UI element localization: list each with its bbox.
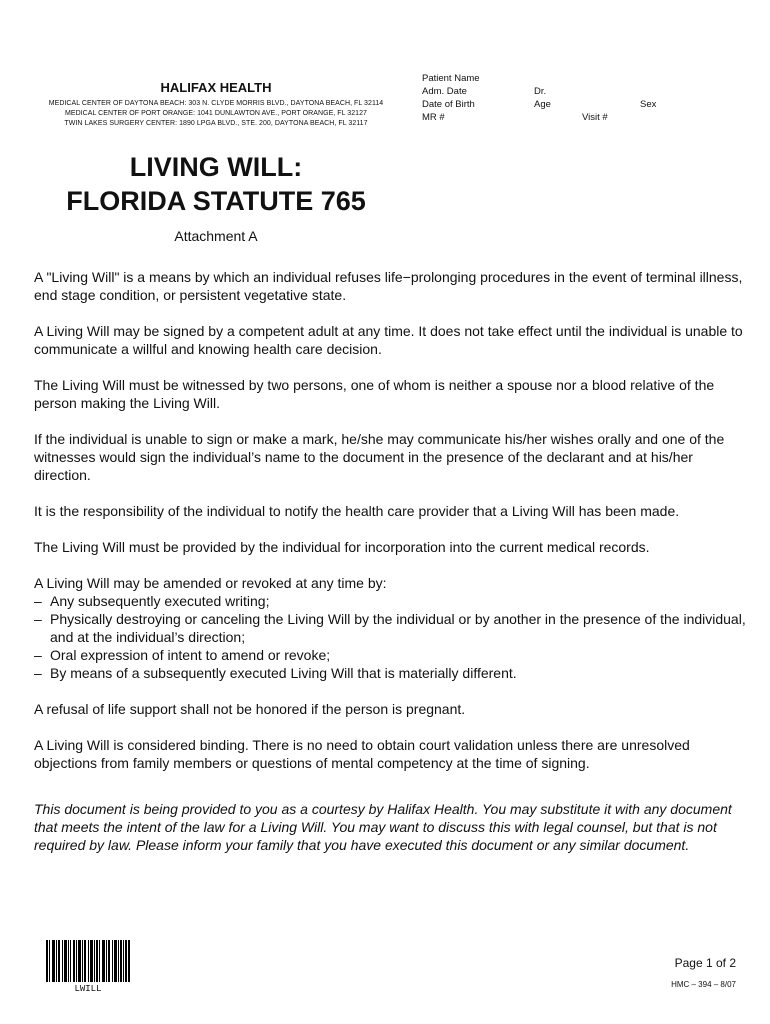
mr-label: MR #	[422, 112, 445, 123]
list-item: – Oral expression of intent to amend or revoke;	[34, 646, 746, 664]
paragraph-binding: A Living Will is considered binding. There is no need to obtain court validation unless there are unresolved objections from family members or questions of mental competency at the time of signing.	[34, 737, 690, 771]
org-name: HALIFAX HEALTH	[160, 80, 272, 95]
location-port-orange: MEDICAL CENTER OF PORT ORANGE: 1041 DUNLAWTON AVE., PORT ORANGE, FL 32127	[64, 110, 367, 117]
adm-date-label: Adm. Date	[422, 86, 467, 97]
age-label: Age	[534, 99, 551, 110]
revoke-list	[34, 592, 746, 682]
location-twin-lakes: TWIN LAKES SURGERY CENTER: 1890 LPGA BLVD., STE. 200, DAYTONA BEACH, FL 32117	[64, 120, 368, 127]
paragraph-definition: A "Living Will" is a means by which an individual refuses life−prolonging procedures in the event of terminal illness, end stage condition, or persistent vegetative state.	[34, 269, 743, 303]
title-line-2: FLORIDA STATUTE 765	[66, 186, 366, 216]
attachment-label: Attachment A	[174, 228, 258, 244]
list-item: – By means of a subsequently executed Living Will that is materially different.	[34, 664, 746, 682]
paragraph-medical-records: The Living Will must be provided by the individual for incorporation into the current medical records.	[34, 539, 650, 555]
paragraph-notify-provider: It is the responsibility of the individual to notify the health care provider that a Living Will has been made.	[34, 503, 680, 519]
courtesy-note: This document is being provided to you as a courtesy by Halifax Health. You may substitute it with any document that meets the intent of the law for a Living Will. You may want to discuss this with legal counsel, but that is not required by law. Please inform your family that you have executed this document or any similar document.	[34, 801, 732, 853]
list-item: – Physically destroying or canceling the Living Will by the individual or by another in the presence of the individual, and at the individual’s direction;	[34, 610, 746, 646]
page-number: Page 1 of 2	[674, 956, 736, 970]
paragraph-unable-to-sign: If the individual is unable to sign or make a mark, he/she may communicate his/her wishes orally and one of the witnesses would sign the individual’s name to the document in the presence of the declarant and at his/her direction.	[34, 431, 725, 483]
dr-label: Dr.	[534, 86, 547, 97]
paragraph-witnesses: The Living Will must be witnessed by two persons, one of whom is neither a spouse nor a blood relative of the person making the Living Will.	[34, 377, 715, 411]
paragraph-pregnancy: A refusal of life support shall not be honored if the person is pregnant.	[34, 701, 466, 717]
patient-name-label: Patient Name	[422, 73, 480, 84]
paragraph-signing: A Living Will may be signed by a competent adult at any time. It does not take effect until the individual is unable to communicate a willful and knowing health care decision.	[34, 323, 743, 357]
barcode-icon	[46, 940, 130, 982]
list-item: – Any subsequently executed writing;	[34, 592, 746, 610]
location-daytona: MEDICAL CENTER OF DAYTONA BEACH: 303 N. CLYDE MORRIS BLVD., DAYTONA BEACH, FL 32114	[48, 100, 384, 107]
document-title	[40, 150, 392, 218]
dob-label: Date of Birth	[422, 99, 475, 110]
sex-label: Sex	[640, 99, 657, 110]
paragraph-amend-revoke: A Living Will may be amended or revoked at any time by:	[34, 575, 387, 591]
visit-label: Visit #	[582, 112, 608, 123]
patient-info-block	[422, 73, 742, 125]
title-line-1: LIVING WILL:	[129, 152, 303, 182]
organization-header	[30, 80, 402, 129]
barcode-label: LWILL	[74, 984, 102, 994]
form-code: HMC – 394 – 8/07	[671, 980, 736, 989]
document-body	[34, 268, 746, 872]
